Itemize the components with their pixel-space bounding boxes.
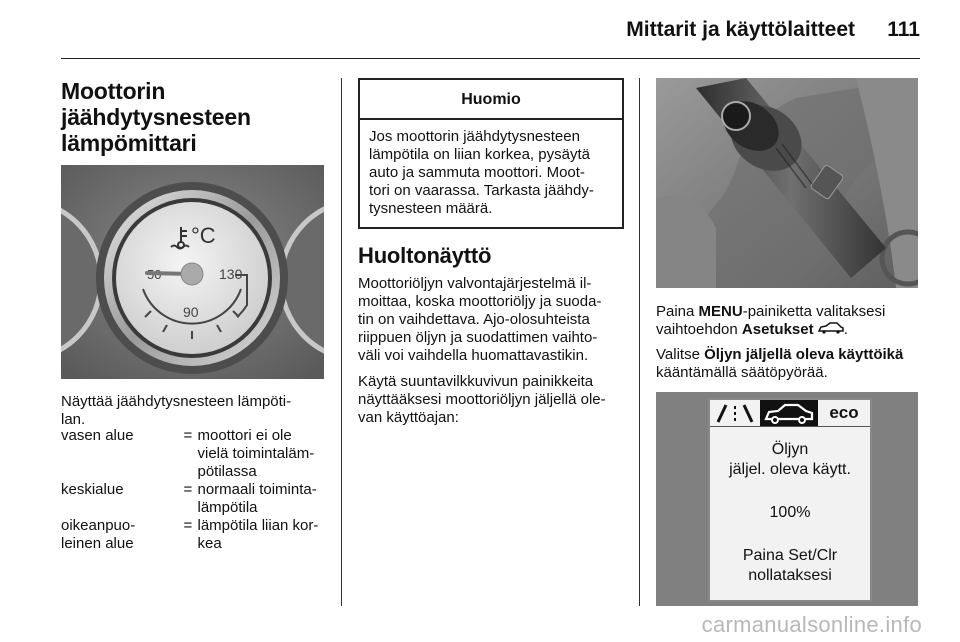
section-heading-coolant bbox=[61, 78, 325, 156]
text-line: Näyttää jäähdytysnesteen lämpöti- bbox=[61, 393, 292, 410]
gauge-tick-high: 130 bbox=[219, 266, 243, 282]
car-settings-icon bbox=[818, 321, 844, 339]
note-title: Huomio bbox=[360, 80, 622, 120]
instruction-paragraph-1: Paina MENU-painiketta valitaksesi vaihtoehdon Asetukset . bbox=[656, 303, 886, 338]
display-title: Öljyn jäljel. oleva käytt. bbox=[729, 441, 851, 478]
section-heading-service: Huoltonäyttö bbox=[358, 243, 492, 268]
definition-text: lämpötila liian kor- kea bbox=[197, 517, 319, 552]
note-box bbox=[358, 78, 624, 229]
indicator-stalk-illustration bbox=[656, 78, 918, 288]
settings-keyword: Asetukset bbox=[741, 321, 814, 338]
service-paragraph-2: Käytä suuntavilkkuvivun painikkeita näyttääksesi moottoriöljyn jäljellä ole- van käyttöajan: bbox=[358, 373, 606, 426]
definition-text: normaali toiminta- lämpötila bbox=[197, 481, 317, 516]
definition-term: keskialue bbox=[61, 481, 124, 498]
page-header bbox=[0, 0, 960, 60]
car-settings-tab-icon bbox=[760, 400, 818, 426]
text-line: lan. bbox=[61, 411, 86, 428]
definition-equals: = bbox=[183, 481, 193, 498]
definition-row bbox=[61, 517, 331, 553]
definition-text: moottori ei ole vielä toimintaläm- pötilassa bbox=[197, 427, 315, 480]
menu-keyword: MENU bbox=[698, 303, 743, 320]
chapter-title: Mittarit ja käyttölaitteet bbox=[626, 18, 855, 41]
note-body: Jos moottorin jäähdytysnesteen lämpötila on liian korkea, pysäytä auto ja sammuta moottori. Moot- tori on vaarassa. Tarkasta jäähdy- tysnesteen määrä. bbox=[369, 128, 594, 217]
coolant-gauge-illustration bbox=[61, 165, 324, 379]
gauge-unit-label: °C bbox=[191, 223, 216, 248]
column-divider-1 bbox=[341, 78, 342, 606]
definition-row bbox=[61, 481, 331, 517]
definition-term: vasen alue bbox=[61, 427, 134, 444]
heading-line: Moottorin bbox=[61, 78, 166, 104]
display-tab-eco: eco bbox=[829, 403, 859, 422]
gauge-tick-mid: 90 bbox=[183, 304, 199, 320]
display-percent: 100% bbox=[769, 504, 811, 521]
display-tab-bar bbox=[710, 400, 870, 427]
definition-term: oikeanpuo- leinen alue bbox=[61, 517, 136, 552]
column-instructions bbox=[656, 78, 918, 382]
coolant-intro bbox=[61, 393, 325, 429]
header-rule bbox=[61, 58, 920, 59]
definition-equals: = bbox=[183, 427, 193, 444]
stalk-svg bbox=[656, 78, 918, 288]
heading-line: lämpömittari bbox=[61, 130, 197, 156]
definition-equals: = bbox=[183, 517, 193, 534]
oil-life-display-illustration bbox=[656, 392, 918, 606]
service-paragraph-1: Moottoriöljyn valvontajärjestelmä il- moittaa, koska moottoriöljy ja suoda- tin on vaihdettava. Ajo-olosuhteista riippuen öljyn ja suodattimen vaihto- väli voi vaihdella huomattavastikin. bbox=[358, 275, 602, 364]
road-warning-icon bbox=[710, 400, 760, 426]
column-divider-2 bbox=[639, 78, 640, 606]
display-screen bbox=[708, 398, 872, 602]
oil-life-keyword: Öljyn jäljellä oleva käyttöikä bbox=[704, 346, 904, 364]
watermark: carmanualsonline.info bbox=[701, 612, 922, 637]
column-coolant bbox=[61, 78, 325, 429]
display-hint: Paina Set/Clr nollataksesi bbox=[742, 547, 838, 584]
column-service-display bbox=[358, 78, 622, 427]
instruction-paragraph-2: Valitse Öljyn jäljellä oleva käyttöikä kääntämällä säätöpyörää. bbox=[656, 346, 904, 382]
gauge-svg bbox=[61, 165, 324, 379]
definition-row bbox=[61, 427, 331, 481]
coolant-definition-list bbox=[61, 427, 331, 553]
heading-line: jäähdytysnesteen bbox=[61, 104, 251, 130]
page-number: 111 bbox=[887, 18, 920, 41]
